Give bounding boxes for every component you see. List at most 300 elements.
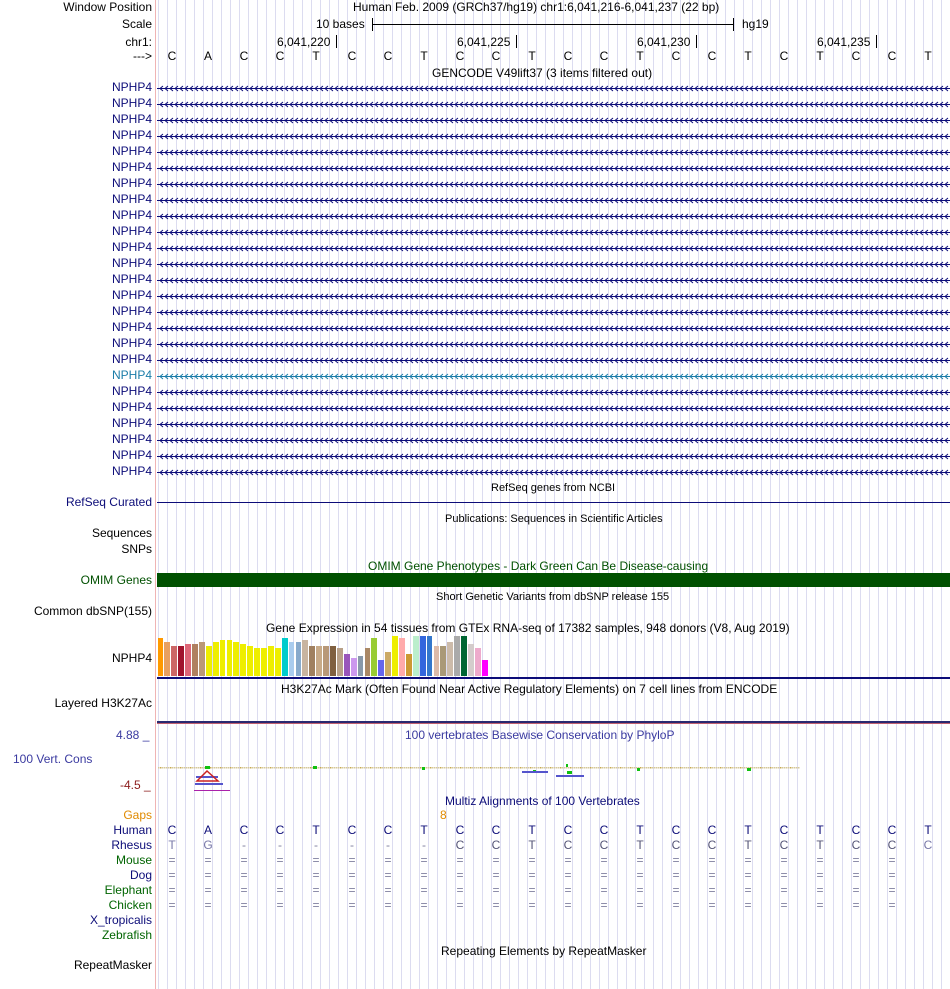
- alignment-base: C: [383, 823, 393, 837]
- dbsnp-track-label[interactable]: Common dbSNP(155): [33, 604, 152, 618]
- phylop-score-tick: [504, 767, 506, 769]
- gencode-gene-label[interactable]: NPHP4: [111, 240, 152, 254]
- sequence-base: C: [455, 49, 465, 63]
- alignment-base: C: [491, 823, 501, 837]
- alignment-base: =: [636, 853, 644, 867]
- phylop-score-tick: [730, 767, 732, 769]
- phylop-score-tick: [186, 767, 188, 769]
- phylop-score-tick: [566, 767, 568, 769]
- gencode-gene-label[interactable]: NPHP4: [111, 144, 152, 158]
- phylop-score-tick: [282, 767, 284, 769]
- phylop-score-tick: [332, 767, 334, 769]
- alignment-base: C: [347, 823, 357, 837]
- alignment-base: C: [887, 838, 897, 852]
- alignment-base: T: [924, 823, 932, 837]
- phylop-score-tick: [294, 767, 296, 769]
- phylop-score-tick: [396, 767, 398, 769]
- phylop-score-tick: [356, 767, 358, 769]
- multiz-species-label[interactable]: Zebrafish: [101, 928, 152, 942]
- gencode-gene-label[interactable]: NPHP4: [111, 208, 152, 222]
- phylop-score-tick: [774, 767, 776, 769]
- multiz-species-label[interactable]: Dog: [129, 868, 152, 882]
- phylop-score-tick: [426, 767, 428, 769]
- phylop-score-tick: [628, 767, 630, 769]
- phylop-score-tick: [378, 767, 380, 769]
- alignment-base: A: [203, 823, 212, 837]
- phylop-score-tick: [648, 767, 650, 769]
- phylop-score-tick: [184, 767, 186, 769]
- sequence-base: T: [744, 49, 752, 63]
- alignment-base: =: [564, 853, 572, 867]
- phylop-score-tick: [642, 767, 644, 769]
- phylop-score-tick: [286, 767, 288, 769]
- gencode-gene-label[interactable]: NPHP4: [111, 384, 152, 398]
- gencode-gene-label[interactable]: NPHP4: [111, 448, 152, 462]
- coord-tick-2: 6,041,225: [457, 35, 511, 49]
- alignment-base: C: [167, 823, 177, 837]
- phylop-score-tick: [444, 767, 446, 769]
- alignment-base: G: [203, 838, 213, 852]
- phylop-score-tick: [472, 767, 474, 769]
- alignment-base: =: [636, 868, 644, 882]
- phylop-score-tick: [390, 767, 392, 769]
- phylop-score-tick: [210, 767, 212, 769]
- phylop-score-tick: [720, 767, 722, 769]
- phylop-score-tick: [162, 767, 164, 769]
- gencode-gene-label[interactable]: NPHP4: [111, 160, 152, 174]
- phylop-score-tick: [688, 767, 690, 769]
- phylop-score-tick: [602, 767, 604, 769]
- phylop-score-tick: [702, 767, 704, 769]
- phylop-score-tick: [478, 767, 480, 769]
- phylop-score-tick: [434, 767, 436, 769]
- phylop-score-tick: [480, 767, 482, 769]
- phylop-score-tick: [174, 767, 176, 769]
- phylop-score-tick: [742, 767, 744, 769]
- phylop-score-tick: [300, 767, 302, 769]
- phylop-score-tick: [590, 767, 592, 769]
- phylop-score-tick: [724, 767, 726, 769]
- alignment-base: C: [563, 823, 573, 837]
- repeatmasker-track-label[interactable]: RepeatMasker: [73, 958, 152, 972]
- alignment-base: =: [204, 898, 212, 912]
- publications-track-label[interactable]: Sequences: [91, 526, 152, 540]
- phylop-score-tick: [632, 767, 634, 769]
- alignment-base: C: [455, 823, 465, 837]
- alignment-base: =: [276, 883, 284, 897]
- phylop-score-tick: [622, 767, 624, 769]
- gencode-gene-label[interactable]: NPHP4: [111, 96, 152, 110]
- phylop-score-tick: [384, 767, 386, 769]
- phylop-score-tick: [614, 767, 616, 769]
- phylop-score-tick: [404, 767, 406, 769]
- phylop-score-tick: [260, 767, 262, 769]
- phylop-score-tick: [674, 767, 676, 769]
- strand-label: --->: [133, 49, 152, 63]
- alignment-base: C: [671, 823, 681, 837]
- phylop-score-tick: [644, 767, 646, 769]
- alignment-base: =: [636, 883, 644, 897]
- phylop-conserved-mark: [567, 771, 572, 774]
- sequence-base: C: [671, 49, 681, 63]
- alignment-base: =: [276, 853, 284, 867]
- phylop-score-tick: [732, 767, 734, 769]
- phylop-score-tick: [528, 767, 530, 769]
- alignment-base: C: [563, 838, 573, 852]
- sequence-base: T: [420, 49, 428, 63]
- alignment-base: -: [278, 838, 282, 852]
- phylop-score-tick: [572, 767, 574, 769]
- alignment-base: C: [671, 838, 681, 852]
- snps-track-label[interactable]: SNPs: [121, 542, 152, 556]
- alignment-base: =: [816, 868, 824, 882]
- alignment-base: =: [636, 898, 644, 912]
- phylop-score-tick: [690, 767, 692, 769]
- phylop-score-tick: [200, 767, 202, 769]
- phylop-score-tick: [754, 767, 756, 769]
- h3k27ac-track-label[interactable]: Layered H3K27Ac: [54, 696, 152, 710]
- phylop-score-tick: [372, 767, 374, 769]
- phylop-score-tick: [484, 767, 486, 769]
- phylop-score-tick: [500, 767, 502, 769]
- phylop-score-tick: [164, 767, 166, 769]
- gencode-gene-label[interactable]: NPHP4: [111, 352, 152, 366]
- phylop-score-tick: [762, 767, 764, 769]
- phylop-score-tick: [418, 767, 420, 769]
- phylop-score-tick: [698, 767, 700, 769]
- multiz-track-title: Multiz Alignments of 100 Vertebrates: [445, 794, 640, 808]
- phylop-score-tick: [454, 767, 456, 769]
- alignment-base: C: [707, 838, 717, 852]
- phylop-score-tick: [462, 767, 464, 769]
- phylop-score-tick: [238, 767, 240, 769]
- gencode-gene-label[interactable]: NPHP4: [111, 464, 152, 478]
- phylop-score-tick: [488, 767, 490, 769]
- alignment-base: =: [204, 883, 212, 897]
- phylop-score-tick: [172, 767, 174, 769]
- phylop-score-tick: [760, 767, 762, 769]
- phylop-score-tick: [244, 767, 246, 769]
- phylop-score-tick: [752, 767, 754, 769]
- phylop-score-tick: [466, 767, 468, 769]
- gencode-gene-label[interactable]: NPHP4: [111, 256, 152, 270]
- alignment-base: C: [239, 823, 249, 837]
- omim-track-title: OMIM Gene Phenotypes - Dark Green Can Be Disease-causing: [368, 559, 709, 573]
- alignment-base: =: [168, 883, 176, 897]
- phylop-score-tick: [694, 767, 696, 769]
- alignment-base: C: [851, 838, 861, 852]
- phylop-score-tick: [370, 767, 372, 769]
- phylop-score-tick: [402, 767, 404, 769]
- phylop-score-tick: [350, 767, 352, 769]
- gencode-gene-label[interactable]: NPHP4: [111, 400, 152, 414]
- alignment-base: =: [744, 853, 752, 867]
- phylop-score-tick: [292, 767, 294, 769]
- phylop-score-tick: [168, 767, 170, 769]
- phylop-score-tick: [496, 767, 498, 769]
- phylop-score-tick: [794, 767, 796, 769]
- phylop-score-tick: [230, 767, 232, 769]
- alignment-base: C: [887, 823, 897, 837]
- phylop-score-tick: [330, 767, 332, 769]
- phylop-score-tick: [790, 767, 792, 769]
- gencode-gene-label[interactable]: NPHP4: [111, 288, 152, 302]
- phylop-score-tick: [490, 767, 492, 769]
- alignment-base: =: [564, 883, 572, 897]
- phylop-score-tick: [532, 767, 534, 769]
- gencode-gene-label[interactable]: NPHP4: [111, 192, 152, 206]
- alignment-base: C: [923, 838, 933, 852]
- phylop-score-tick: [406, 767, 408, 769]
- phylop-score-tick: [276, 767, 278, 769]
- alignment-base: =: [348, 868, 356, 882]
- alignment-base: =: [708, 853, 716, 867]
- chrom-label: chr1:: [125, 35, 152, 49]
- alignment-base: =: [204, 868, 212, 882]
- alignment-base: =: [708, 868, 716, 882]
- phylop-negative-mark: [522, 771, 548, 773]
- phylop-score-tick: [676, 767, 678, 769]
- phylop-score-tick: [218, 767, 220, 769]
- multiz-species-label[interactable]: Mouse: [115, 853, 152, 867]
- h3k27ac-track-title: H3K27Ac Mark (Often Found Near Active Regulatory Elements) on 7 cell lines from ENCODE: [281, 682, 778, 696]
- phylop-score-tick: [160, 767, 162, 769]
- phylop-score-tick: [610, 767, 612, 769]
- assembly-position-text: Human Feb. 2009 (GRCh37/hg19) chr1:6,041,216-6,041,237 (22 bp): [353, 0, 720, 14]
- phylop-score-tick: [456, 767, 458, 769]
- phylop-score-tick: [510, 767, 512, 769]
- phylop-score-tick: [414, 767, 416, 769]
- phylop-score-tick: [546, 767, 548, 769]
- phylop-score-tick: [556, 767, 558, 769]
- phylop-score-tick: [682, 767, 684, 769]
- phylop-score-tick: [394, 767, 396, 769]
- phylop-score-tick: [586, 767, 588, 769]
- alignment-base: =: [888, 883, 896, 897]
- phylop-score-tick: [256, 767, 258, 769]
- alignment-base: T: [744, 823, 752, 837]
- phylop-score-tick: [318, 767, 320, 769]
- phylop-score-tick: [778, 767, 780, 769]
- phylop-score-tick: [512, 767, 514, 769]
- phylop-score-tick: [792, 767, 794, 769]
- sequence-base: C: [851, 49, 861, 63]
- alignment-base: =: [456, 883, 464, 897]
- phylop-score-tick: [686, 767, 688, 769]
- phylop-score-tick: [166, 767, 168, 769]
- gencode-gene-label[interactable]: NPHP4: [111, 128, 152, 142]
- multiz-species-label[interactable]: Human: [113, 823, 152, 837]
- gencode-gene-label[interactable]: NPHP4: [111, 368, 152, 382]
- phylop-score-tick: [598, 767, 600, 769]
- sequence-base: C: [563, 49, 573, 63]
- phylop-score-tick: [264, 767, 266, 769]
- phylop-score-tick: [342, 767, 344, 769]
- multiz-species-label[interactable]: Rhesus: [111, 838, 152, 852]
- gencode-gene-label[interactable]: NPHP4: [111, 112, 152, 126]
- phylop-score-tick: [772, 767, 774, 769]
- alignment-base: =: [384, 898, 392, 912]
- phylop-score-tick: [578, 767, 580, 769]
- gencode-gene-label[interactable]: NPHP4: [111, 432, 152, 446]
- repeatmasker-track-title: Repeating Elements by RepeatMasker: [441, 944, 647, 958]
- phylop-score-tick: [534, 767, 536, 769]
- phylop-score-tick: [170, 767, 172, 769]
- alignment-base: C: [599, 823, 609, 837]
- phylop-score-tick: [552, 767, 554, 769]
- alignment-base: T: [528, 823, 536, 837]
- sequence-base: C: [887, 49, 897, 63]
- alignment-base: =: [672, 883, 680, 897]
- multiz-species-label[interactable]: X_tropicalis: [89, 913, 152, 927]
- phylop-score-tick: [570, 767, 572, 769]
- phylop-score-tick: [646, 767, 648, 769]
- phylop-score-tick: [654, 767, 656, 769]
- phylop-score-tick: [652, 767, 654, 769]
- phylop-score-tick: [236, 767, 238, 769]
- refseq-track-label[interactable]: RefSeq Curated: [65, 495, 152, 509]
- gtex-track-label[interactable]: NPHP4: [111, 651, 152, 665]
- gencode-gene-label[interactable]: NPHP4: [111, 336, 152, 350]
- phylop-score-tick: [192, 767, 194, 769]
- phylop-score-tick: [780, 767, 782, 769]
- phylop-score-tick: [452, 767, 454, 769]
- alignment-base: =: [852, 853, 860, 867]
- phylop-score-tick: [738, 767, 740, 769]
- gencode-gene-label[interactable]: NPHP4: [111, 304, 152, 318]
- multiz-gaps-label[interactable]: Gaps: [123, 808, 152, 822]
- phylop-score-tick: [494, 767, 496, 769]
- phylop-score-tick: [358, 767, 360, 769]
- omim-track-label[interactable]: OMIM Genes: [80, 573, 152, 587]
- publications-track-title: Publications: Sequences in Scientific Articles: [445, 513, 663, 525]
- phylop-score-tick: [474, 767, 476, 769]
- phylop-track-label[interactable]: 100 Vert. Cons: [13, 752, 93, 766]
- phylop-score-tick: [448, 767, 450, 769]
- alignment-base: =: [672, 853, 680, 867]
- alignment-base: C: [707, 823, 717, 837]
- alignment-base: C: [851, 823, 861, 837]
- phylop-conserved-mark: [747, 768, 751, 771]
- phylop-score-tick: [296, 767, 298, 769]
- phylop-score-tick: [722, 767, 724, 769]
- phylop-score-tick: [712, 767, 714, 769]
- phylop-score-tick: [766, 767, 768, 769]
- phylop-score-tick: [354, 767, 356, 769]
- phylop-score-tick: [460, 767, 462, 769]
- phylop-score-tick: [322, 767, 324, 769]
- gencode-gene-label[interactable]: NPHP4: [111, 176, 152, 190]
- phylop-score-tick: [700, 767, 702, 769]
- coord-tick-1: 6,041,220: [277, 35, 331, 49]
- phylop-score-tick: [600, 767, 602, 769]
- phylop-score-tick: [352, 767, 354, 769]
- gencode-gene-label[interactable]: NPHP4: [111, 272, 152, 286]
- phylop-score-tick: [274, 767, 276, 769]
- phylop-score-tick: [668, 767, 670, 769]
- gencode-gene-label[interactable]: NPHP4: [111, 416, 152, 430]
- scale-label: Scale: [121, 17, 152, 31]
- alignment-base: T: [420, 823, 428, 837]
- phylop-score-tick: [374, 767, 376, 769]
- phylop-score-tick: [560, 767, 562, 769]
- alignment-base: =: [240, 868, 248, 882]
- phylop-score-tick: [278, 767, 280, 769]
- alignment-base: =: [492, 898, 500, 912]
- phylop-score-tick: [516, 767, 518, 769]
- phylop-score-tick: [386, 767, 388, 769]
- phylop-score-tick: [542, 767, 544, 769]
- phylop-score-tick: [584, 767, 586, 769]
- multiz-species-label[interactable]: Elephant: [104, 883, 152, 897]
- phylop-score-tick: [770, 767, 772, 769]
- alignment-base: =: [744, 883, 752, 897]
- phylop-score-tick: [202, 767, 204, 769]
- coord-tick-3: 6,041,230: [637, 35, 691, 49]
- phylop-score-tick: [340, 767, 342, 769]
- alignment-base: =: [420, 898, 428, 912]
- sequence-base: T: [312, 49, 320, 63]
- gencode-track-title: GENCODE V49lift37 (3 items filtered out): [432, 66, 653, 80]
- phylop-score-tick: [254, 767, 256, 769]
- alignment-base: -: [422, 838, 426, 852]
- phylop-score-tick: [190, 767, 192, 769]
- alignment-base: -: [242, 838, 246, 852]
- alignment-base: C: [455, 838, 465, 852]
- gencode-gene-label[interactable]: NPHP4: [111, 320, 152, 334]
- alignment-base: =: [708, 898, 716, 912]
- phylop-score-tick: [764, 767, 766, 769]
- phylop-score-tick: [740, 767, 742, 769]
- phylop-score-tick: [782, 767, 784, 769]
- phylop-score-tick: [306, 767, 308, 769]
- phylop-score-tick: [562, 767, 564, 769]
- phylop-score-tick: [212, 767, 214, 769]
- multiz-species-label[interactable]: Chicken: [108, 898, 152, 912]
- phylop-score-tick: [768, 767, 770, 769]
- phylop-score-tick: [392, 767, 394, 769]
- phylop-score-tick: [368, 767, 370, 769]
- phylop-score-tick: [726, 767, 728, 769]
- alignment-base: -: [314, 838, 318, 852]
- phylop-score-tick: [432, 767, 434, 769]
- phylop-score-tick: [364, 767, 366, 769]
- phylop-score-tick: [178, 767, 180, 769]
- phylop-score-tick: [660, 767, 662, 769]
- alignment-base: =: [600, 883, 608, 897]
- alignment-base: =: [168, 853, 176, 867]
- alignment-base: T: [168, 838, 176, 852]
- phylop-score-tick: [246, 767, 248, 769]
- phylop-score-tick: [470, 767, 472, 769]
- sequence-base: T: [924, 49, 932, 63]
- gencode-gene-label[interactable]: NPHP4: [111, 224, 152, 238]
- alignment-base: -: [350, 838, 354, 852]
- gencode-gene-label[interactable]: NPHP4: [111, 80, 152, 94]
- phylop-score-tick: [608, 767, 610, 769]
- alignment-base: =: [816, 853, 824, 867]
- alignment-base: =: [420, 868, 428, 882]
- label-divider-line: [155, 0, 156, 989]
- phylop-score-tick: [678, 767, 680, 769]
- phylop-score-tick: [704, 767, 706, 769]
- phylop-score-tick: [252, 767, 254, 769]
- phylop-score-tick: [664, 767, 666, 769]
- phylop-score-tick: [270, 767, 272, 769]
- phylop-score-tick: [326, 767, 328, 769]
- alignment-base: T: [636, 823, 644, 837]
- phylop-score-tick: [298, 767, 300, 769]
